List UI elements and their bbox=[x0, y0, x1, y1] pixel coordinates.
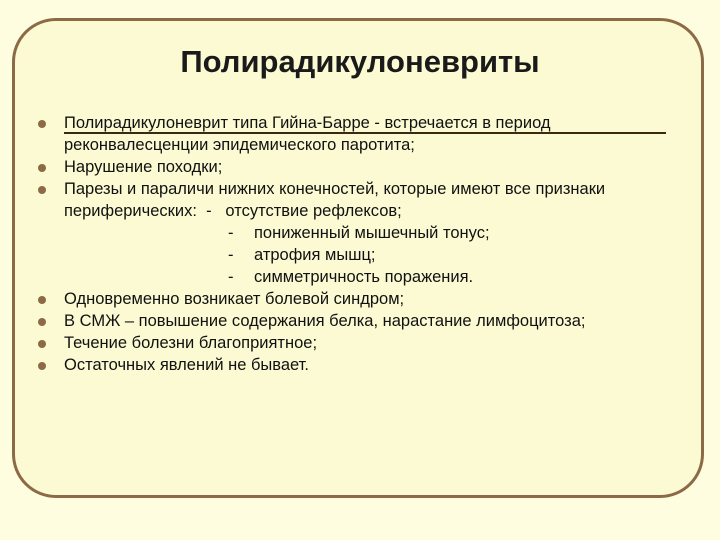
bullet-item bbox=[0, 288, 720, 310]
sub-item-text: атрофия мышц; bbox=[254, 246, 376, 264]
bullet-item bbox=[0, 112, 720, 156]
sub-item-dash: - bbox=[206, 202, 212, 220]
bullet-text-line: Одновременно возникает болевой синдром; bbox=[64, 290, 405, 308]
sub-item-text: пониженный мышечный тонус; bbox=[254, 224, 490, 242]
bullet-text-line: Течение болезни благоприятное; bbox=[64, 334, 318, 352]
bullet-dot-icon bbox=[38, 318, 46, 326]
underline-rule bbox=[64, 132, 666, 134]
bullet-text-line: Полирадикулоневрит типа Гийна-Барре - встречается в период bbox=[64, 114, 551, 132]
sub-item bbox=[64, 266, 700, 288]
bullet-item bbox=[0, 310, 720, 332]
bullet-dot-icon bbox=[38, 362, 46, 370]
bullet-text-line: Нарушение походки; bbox=[64, 158, 223, 176]
bullet-dot-icon bbox=[38, 164, 46, 172]
sub-item bbox=[64, 222, 700, 244]
sub-item-dash: - bbox=[228, 268, 234, 286]
sub-item bbox=[64, 200, 700, 222]
bullet-dot-icon bbox=[38, 120, 46, 128]
sub-item-text: отсутствие рефлексов; bbox=[225, 202, 402, 220]
bullet-item bbox=[0, 354, 720, 376]
sub-item-dash: - bbox=[228, 224, 234, 242]
bullet-item bbox=[0, 156, 720, 178]
bullet-text-line: Парезы и параличи нижних конечностей, которые имеют все признаки bbox=[64, 180, 606, 198]
bullet-dot-icon bbox=[38, 340, 46, 348]
bullet-dot-icon bbox=[38, 186, 46, 194]
bullet-item bbox=[0, 332, 720, 354]
sub-item bbox=[64, 244, 700, 266]
bullet-text-line: реконвалесценции эпидемического паротита; bbox=[64, 136, 415, 154]
bullet-dot-icon bbox=[38, 296, 46, 304]
bullet-item bbox=[0, 178, 720, 288]
bullet-list bbox=[0, 112, 720, 376]
sub-item-dash: - bbox=[228, 246, 234, 264]
bullet-text-line: Остаточных явлений не бывает. bbox=[64, 356, 309, 374]
sub-item-text: симметричность поражения. bbox=[254, 268, 474, 286]
slide-title: Полирадикулоневриты bbox=[180, 44, 540, 79]
bullet-text-line: В СМЖ – повышение содержания белка, нарастание лимфоцитоза; bbox=[64, 312, 586, 330]
sub-item-prefix: периферических: bbox=[64, 202, 197, 220]
